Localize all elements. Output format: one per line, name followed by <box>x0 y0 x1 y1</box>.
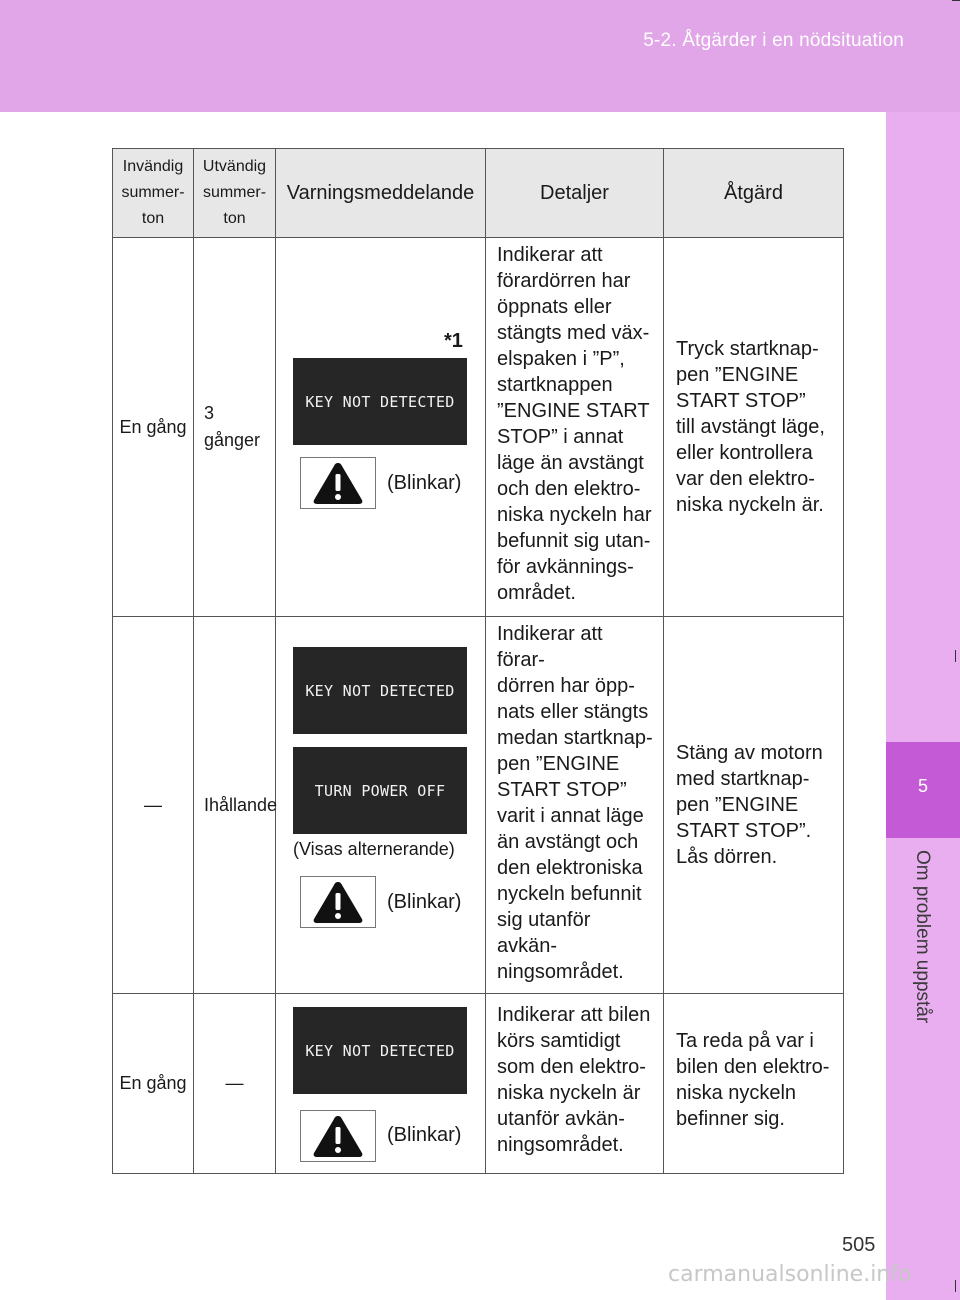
external-buzzer-cell: 3 gånger <box>194 238 276 617</box>
internal-buzzer-cell: — <box>113 617 194 994</box>
table-row <box>113 238 844 617</box>
display-screen: KEY NOT DETECTED <box>293 1007 467 1094</box>
header-band <box>0 0 960 112</box>
header-internal-buzzer: Invändig summer- ton <box>113 149 194 238</box>
display-screen: KEY NOT DETECTED <box>293 647 467 734</box>
action-cell: Ta reda på var i bilen den elektro- niska nyckeln befinner sig. <box>664 994 844 1174</box>
warning-exclamation-icon <box>300 876 376 928</box>
action-cell: Tryck startknap- pen ”ENGINE START STOP” till avstängt läge, eller kontrollera var den elektro- niska nyckeln är. <box>664 238 844 617</box>
blink-label: (Blinkar) <box>387 891 462 913</box>
message-cell <box>276 617 486 994</box>
blink-label: (Blinkar) <box>387 472 462 494</box>
details-cell: Indikerar att förar- dörren har öpp- nats eller stängts medan startknap- pen ”ENGINE START STOP” varit i annat läge än avstängt och den elektroniska nyckeln befunnit sig utanför avkän- ningsområdet. <box>486 617 664 994</box>
warning-table <box>112 148 844 1174</box>
warning-exclamation-icon <box>300 1110 376 1162</box>
external-buzzer-cell: — <box>194 994 276 1174</box>
display-screen: KEY NOT DETECTED <box>293 358 467 445</box>
header-action: Åtgärd <box>664 149 844 238</box>
message-cell <box>276 238 486 617</box>
header-external-buzzer: Utvändig summer- ton <box>194 149 276 238</box>
crop-mark <box>955 650 956 662</box>
display-screen: TURN POWER OFF <box>293 747 467 834</box>
crop-mark <box>955 1280 956 1292</box>
header-details: Detaljer <box>486 149 664 238</box>
alternating-label: (Visas alternerande) <box>293 839 455 859</box>
header-message: Varningsmeddelande <box>276 149 486 238</box>
internal-buzzer-cell: En gång <box>113 994 194 1174</box>
section-title: 5-2. Åtgärder i en nödsituation <box>643 30 904 51</box>
page-number: 505 <box>842 1234 876 1256</box>
warning-exclamation-icon <box>300 457 376 509</box>
details-cell: Indikerar att bilen körs samtidigt som den elektro- niska nyckeln är utanför avkän- ningsområdet. <box>486 994 664 1174</box>
external-buzzer-cell: Ihållande <box>194 617 276 994</box>
side-tab <box>886 112 960 1300</box>
chapter-title: Om problem uppstår <box>912 850 933 1024</box>
chapter-number: 5 <box>917 776 928 796</box>
message-cell <box>276 994 486 1174</box>
table-row <box>113 617 844 994</box>
watermark: carmanualsonline.info <box>668 1262 912 1287</box>
table-row <box>113 994 844 1174</box>
crop-mark <box>952 0 960 1</box>
action-cell: Stäng av motorn med startknap- pen ”ENGINE START STOP”. Lås dörren. <box>664 617 844 994</box>
internal-buzzer-cell: En gång <box>113 238 194 617</box>
details-cell: Indikerar att förardörren har öppnats eller stängts med väx- elspaken i ”P”, startknappen ”ENGINE START STOP” i annat läge än avstängt och den elektro- niska nyckeln har befunnit sig utan- för avkännings- området. <box>486 238 664 617</box>
table-header-row <box>113 149 844 238</box>
blink-label: (Blinkar) <box>387 1124 462 1146</box>
footnote-marker: *1 <box>444 330 463 352</box>
